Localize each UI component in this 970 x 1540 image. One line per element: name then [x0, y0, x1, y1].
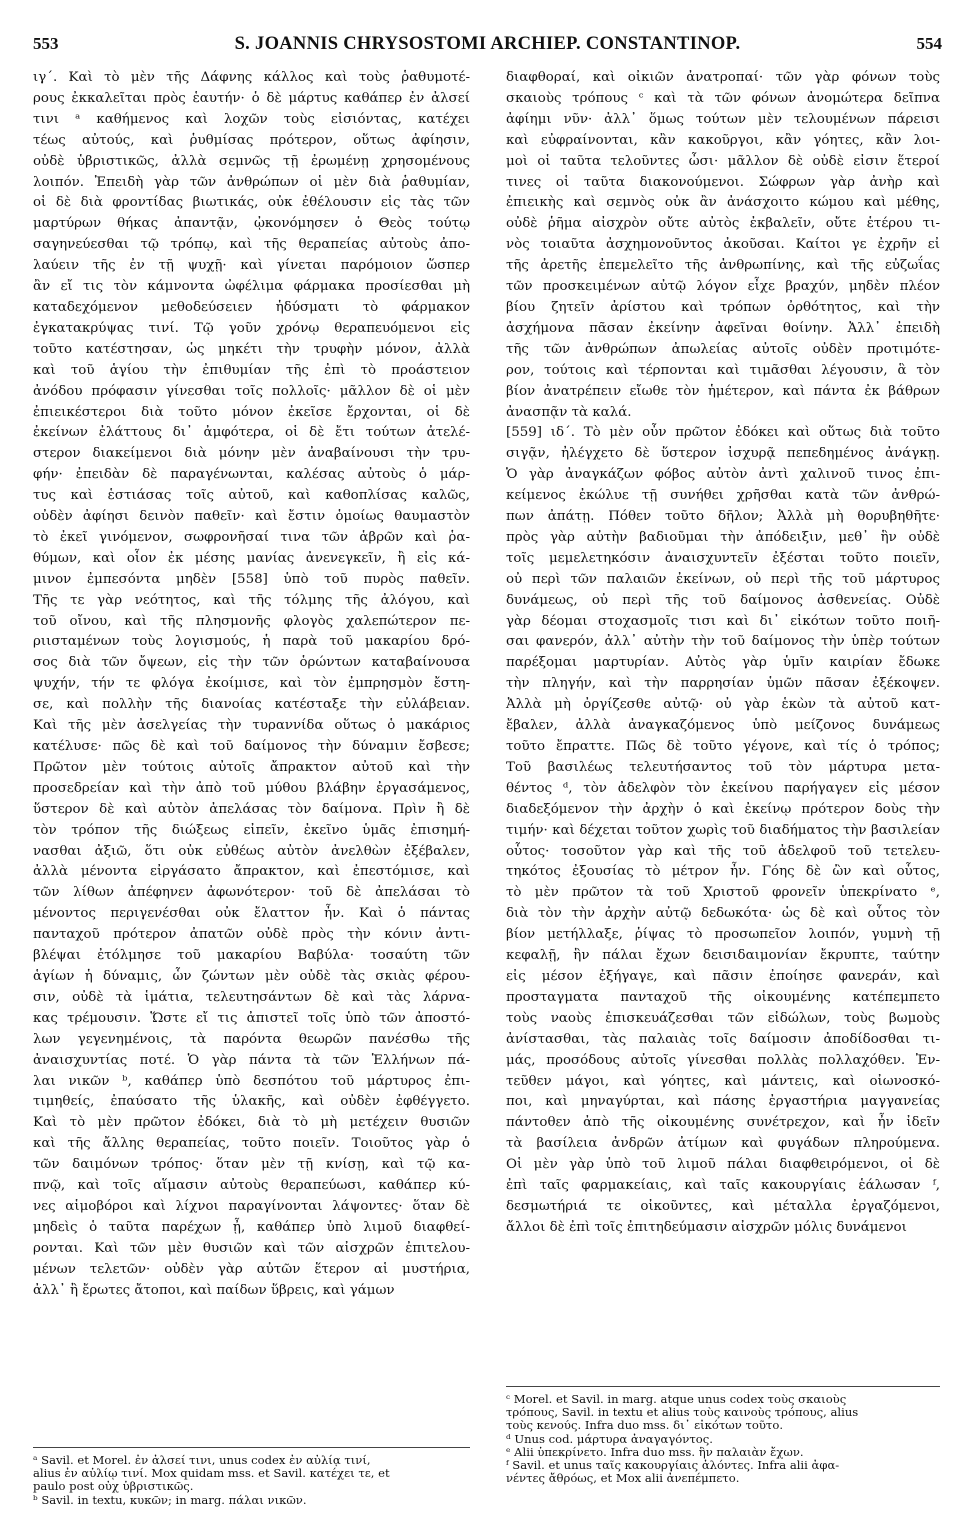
text-line: Καὶ τῆς μὲν ἀσελγείας τὴν τυραννίδα οὕτως ὁ μακάριος	[33, 718, 470, 734]
text-line: φήν· ἐπειδὰν δὲ παραγένωνται, καλέσας αὐτοὺς ὁ μάρ-	[33, 467, 470, 483]
text-line: ἂν εἴ τις τὸν κάμνοντα ὠφέλιμα φάρμακα προσίεσθαι μὴ	[33, 279, 470, 295]
right-text-column	[506, 68, 940, 1239]
text-line: μένων τελετῶν· οὐδὲν γὰρ αὐτῶν ἕτερον αἱ μυστήρια,	[33, 1261, 470, 1277]
text-line: τῆς τῶν ἀνθρώπων ἀπωλείας αὐτοῖς οὐδὲν προτιμότε-	[506, 341, 940, 357]
text-line: λων γεγενημένοις, τὰ παρόντα θεωρῶν πανέσθω τῆς	[33, 1031, 470, 1047]
text-line: ποι, καὶ μηναγύρται, καὶ πάσης ἐργαστήρια μαγγανείας	[506, 1094, 940, 1110]
text-line: ἀφίημι νῦν· ἀλλ᾽ ὅμως τούτων μὲν τελουμένων πάρεισι	[506, 111, 940, 127]
text-line: ἀλλ᾽ ἢ ἔρωτες ἄτοποι, καὶ παίδων ὕβρεις, καὶ γάμων	[33, 1282, 395, 1298]
text-line: πνῷ, καὶ τοῖς αἵμασιν αὐτοὺς θεραπεύωσι, καθάπερ κύ-	[33, 1178, 470, 1194]
footnote-rule	[33, 1447, 470, 1448]
text-line: σκαιοὺς τρόπους ᶜ καὶ τὰ τῶν φόνων ἀνομώτερα δεῖπνα	[506, 90, 940, 106]
text-line: ἀνίστασθαι, τὰς παλαιὰς τοῖς δαίμοσιν ἀποδίδοσθαι τι-	[506, 1031, 940, 1047]
text-line: πάντοθεν ἀπὸ τῆς οἰκουμένης συνέτρεχον, καὶ ἦν ἰδεῖν	[506, 1115, 940, 1131]
text-line: ὕστερον δὲ καὶ αὐτὸν ἀπελάσας τὸν δαίμονα. Πρὶν ἢ δὲ	[33, 801, 470, 817]
text-line: ἀσχήμονα πᾶσαν ἐκείνην ἀφεῖναι θοίνην. Ἀλλ᾽ ἐπειδὴ	[506, 320, 940, 336]
text-line: ἄλλοι δὲ ἐπὶ τοῖς ἐπιτηδεύμασιν αἰσχρῶν μόλις δυνάμενοι	[506, 1219, 907, 1235]
text-line: ἐπὶ ταῖς φαρμακείαις, καὶ ταῖς κακουργίαις ἑάλωσαν ᶠ,	[506, 1178, 940, 1194]
text-line: τὰ βασίλεια ἀνδρῶν ἀτίμων καὶ φυγάδων πληρούμενα.	[506, 1136, 940, 1152]
footnote-line: νέντες ἄθρόως, et Mox alii ἀνεπέμπετο.	[506, 1471, 740, 1486]
text-line: νες αἱμοβόροι καὶ λίχνοι παραγίνονται λάψοντες· ὅταν δὲ	[33, 1198, 470, 1214]
text-line: τιμηθείς, ἐπαύσατο τῆς ὑλακῆς, καὶ οὐδὲν ἐφθέγγετο.	[33, 1094, 470, 1110]
text-line: Οἱ μὲν γὰρ ὑπὸ τοῦ λιμοῦ πάλαι διαφθειρόμενοι, οἱ δὲ	[506, 1157, 940, 1173]
text-line: καὶ τῆς ἄλλης θεραπείας, τοῦτο ποιεῖν. Τοιοῦτος γὰρ ὁ	[33, 1136, 470, 1152]
text-line: διὰ τὸν τὴν ἀρχὴν αὐτῷ δεδωκότα· ὡς δὲ καὶ οὗτος τὸν	[506, 906, 940, 922]
text-line: οὐ περὶ τῶν παλαιῶν ἐκείνων, οὐ περὶ τῆς τοῦ μάρτυρος	[506, 571, 940, 587]
text-line: εἰς μέσον ἐξήγαγε, καὶ πᾶσιν ἐποίησε φανεράν, καὶ	[506, 968, 940, 984]
text-line: μένοντος περιγενέσθαι οὐκ ἔλαττον ἦν. Καὶ ὁ πάντας	[33, 906, 470, 922]
text-line: πανταχοῦ πρότερον ἀπατῶν οὐδὲ πρὸς τὴν κόνιν ἀντι-	[33, 927, 470, 943]
text-line: ρονται. Καὶ τῶν μὲν θυσιῶν καὶ τῶν αἰσχρῶν ἐπιτελου-	[33, 1240, 470, 1256]
text-line: τῶν προσκειμένων αὐτῷ λόγον εἶχε βραχύν, μηδὲν πλέον	[506, 279, 940, 295]
text-line: γὰρ δέομαι στοχασμοῖς τισι καὶ δι᾽ εἰκότων τοῦτο ποιῆ-	[506, 613, 940, 629]
text-line: ἐπιεικὴς καὶ σεμνὸς οὐκ ἂν ἀνάσχοιτο κώμου καὶ μέθης,	[506, 195, 940, 211]
text-line: Τοῦ βασιλέως τελευτήσαντος τοῦ τὸν μάρτυρα μετα-	[506, 759, 940, 775]
text-line: οὗτος· τοσοῦτον γὰρ καὶ τῆς τοῦ ἀδελφοῦ τοῦ τετελευ-	[506, 843, 940, 859]
text-line: οὐδὲ ὑβριστικῶς, ἀλλὰ σεμνῶς τῇ ἐρωμένῃ χρησομένους	[33, 153, 470, 169]
text-line: ἀλλὰ μένοντα εἰργάσατο ἄπρακτον, καὶ ἐπεστόμισε, καὶ	[33, 864, 470, 880]
text-line: νασθαι ἀξιῶ, ὅτι οὐκ εὐθέως αὐτὸν ἀνελθὼν ἐξέβαλεν,	[33, 843, 470, 859]
footnote-line: ᵃ Savil. et Morel. ἐν ἀλσεί τινι, unus codex ἐν αὐλίᾳ τινί,	[33, 1453, 371, 1467]
text-line: ἐπιεικέστεροι διὰ τοῦτο μόνον ἐκεῖσε ἔρχονται, οἱ δὲ	[33, 404, 470, 420]
text-line: σε, καὶ πολλὴν τῆς διανοίας κατέσταξε τὴν εὐλάβειαν.	[33, 697, 470, 713]
footnote-rule	[506, 1386, 940, 1387]
page-number-left: 553	[33, 34, 59, 53]
text-line: ψυχήν, τήν τε φλόγα ἐκοίμισε, καὶ τὸν ἐμπρησμὸν ἔστη-	[33, 676, 470, 692]
text-line: στερον διακείμενοι διὰ μόνην μὲν ἀναβαίνουσι τὴν τρυ-	[33, 446, 470, 462]
left-text-column	[33, 68, 470, 1301]
text-line: σος διὰ τῶν ὄψεων, εἰς τὴν τῶν ὁρώντων καταβαίνουσα	[33, 655, 470, 671]
page-number-right: 554	[916, 34, 942, 53]
footnote-line: ᶜ Morel. et Savil. in marg. atque unus codex τοὺς σκαιοὺς	[506, 1392, 847, 1406]
text-line: τέως αὐτούς, καὶ ῥυθμίσας πρότερον, οὕτως ἀφίησιν,	[33, 132, 470, 148]
text-line: παρέξομαι μαρτυρίαν. Αὐτὸς γὰρ ὑμῖν καιρίαν ἔδωκε	[506, 655, 940, 671]
text-line: τοῖς μεμελετηκόσιν ἀναισχυντεῖν ἐξέσται τοῦτο ποιεῖν,	[506, 550, 940, 566]
footnote-line: alius ἐν αὐλίῳ τινί. Mox quidam mss. et Savil. κατέχει τε, et	[33, 1466, 390, 1481]
text-line: σαι φανερόν, ἀλλ᾽ αὐτὴν τὴν τοῦ δαίμονος τὴν ὑπὲρ τούτων	[506, 634, 940, 650]
text-line: μηδεὶς ὁ ταῦτα παρέχων ᾖ, καθάπερ ὑπὸ λιμοῦ διαφθεί-	[33, 1219, 470, 1235]
text-line: μοὶ οἱ ταῦτα τελοῦντες ὦσι· μᾶλλον δὲ οὐδὲ εἰσιν ἕτεροί	[506, 153, 940, 169]
text-line: δυνάμεως, οὐ περὶ τῆς τοῦ δαίμονος ἀσθενείας. Οὐδὲ	[506, 592, 940, 608]
text-line: διαδεξόμενον τὴν ἀρχὴν ὁ καὶ ἐκείνῳ πρότερον δοὺς τὴν	[506, 801, 940, 817]
running-title: S. JOANNIS CHRYSOSTOMI ARCHIEP. CONSTANTINOP.	[234, 34, 741, 54]
text-line: τηκότος ἐξουσίας τὸ μέτρον ἦν. Γόης δὲ ὢν καὶ οὗτος,	[506, 864, 940, 880]
text-line: καὶ εὐφραίνονται, κἂν κακοῦργοι, κἂν γόητες, κἂν λοι-	[506, 132, 940, 148]
text-line: σιν, οὐδὲ τὰ ἱμάτια, τελευτησάντων δὲ καὶ τὰς λάρνα-	[33, 989, 470, 1005]
text-line: τὸν τρόπον τῆς διώξεως εἰπεῖν, ἐκεῖνο ὑμᾶς ἐπισημή-	[33, 822, 470, 838]
text-line: μαρτύρων θήκας ἀπαντᾷν, ᾠκονόμησεν ὁ Θεὸς τούτῳ	[33, 216, 470, 232]
text-line: θύμων, καὶ οἷον ἐκ μέσης μανίας ἀνενεγκεῖν, ἢ εἰς κά-	[33, 550, 470, 566]
text-line: κεφαλῇ, ἣν πάλαι ἔχων δεισιδαιμονίαν ἔκρυπτε, ταύτην	[506, 948, 940, 964]
text-line: τοῦ οἴνου, καὶ τῆς πλησμονῆς φλογὸς χαλεπώτερον πε-	[33, 613, 470, 629]
text-line: οὐδὲν ἀφίησι δεινὸν παθεῖν· καὶ ἔστιν ὁμοίως θαυμαστὸν	[33, 509, 470, 525]
text-line: ἔβαλεν, ἀλλὰ ἀναγκαζόμενος ὑπὸ μείζονος δυνάμεως	[506, 718, 940, 734]
footnote-line: ᵈ Unus cod. μάρτυρα ἀναγαγόντος.	[506, 1431, 713, 1446]
text-line: τῆς ἀρετῆς ἐπεμελεῖτο τῆς ἀνθρωπίνης, καὶ τῆς εὐζωΐας	[506, 258, 940, 274]
text-line: σαγηνεύεσθαι τῷ τρόπῳ, καὶ τῆς θεραπείας αὐτοὺς ἀπο-	[33, 237, 470, 253]
text-line: τυς καὶ ἑστιάσας τοῖς αὐτοῦ, καὶ καθοπλίσας καλῶς,	[33, 488, 470, 504]
text-line: οἱ δὲ διὰ φροντίδας βιωτικάς, οὐκ ἐθέλουσιν εἰς τὰς τῶν	[33, 195, 470, 211]
text-line: τῶν λίθων ἀπέφηνεν ἀφωνότερον· τοῦ δὲ ἀπελάσαι τὸ	[33, 885, 470, 901]
text-line: προσεδρείαν καὶ τὴν ἀπὸ τοῦ μύθου βλάβην ἐργασάμενος,	[33, 780, 470, 796]
text-line: ἀνασπᾷν τὰ καλά.	[506, 404, 632, 420]
text-line: νὸς τοιαῦτα ἀσχημονοῦντος ἀκοῦσαι. Καίτοι γε ἐχρῆν εἰ	[506, 237, 940, 253]
text-line: κας τρέμουσιν. Ὥστε εἴ τις ἀπιστεῖ τοῖς ὑπὸ τῶν ἀποστό-	[33, 1010, 470, 1026]
text-line: ριισταμένων τοὺς λογισμούς, ἡ παρὰ τοῦ μακαρίου δρό-	[33, 634, 470, 650]
text-line: [559] ιδ΄. Τὸ μὲν οὖν πρῶτον ἐδόκει καὶ οὕτως διὰ τοῦτο	[506, 425, 940, 441]
text-line: Πρῶτον μὲν τούτοις αὐτοῖς ἄπρακτον αὐτοῦ καὶ τὴν	[33, 759, 470, 775]
page-header	[33, 34, 942, 64]
text-line: ιγ΄. Καὶ τὸ μὲν τῆς Δάφνης κάλλος καὶ τοὺς ῥαθυμοτέ-	[33, 70, 470, 85]
left-footnotes	[33, 1447, 470, 1507]
text-line: λαύειν τῆς ἐν τῇ ψυχῇ· καὶ γίνεται παρόμοιον ὥσπερ	[33, 258, 470, 274]
text-line: Τῆς τε γὰρ νεότητος, καὶ τῆς τόλμης τῆς ἀλόγου, καὶ	[33, 592, 470, 608]
text-line: Ἀλλὰ μὴ ὀργίζεσθε αὐτῷ· οὐ γὰρ ἑκὼν τὰ αὐτοῦ κατ-	[506, 697, 940, 713]
right-footnotes	[506, 1386, 940, 1485]
footnote-line: ᵇ Savil. in textu, κυκῶν; in marg. πάλαι νικῶν.	[33, 1492, 307, 1507]
text-line: τὸ μὲν πρῶτον τὰ τοῦ Χριστοῦ φρονεῖν ὑπεκρίνατο ᵉ,	[506, 885, 940, 901]
footnote-line: ᶠ Savil. et unus ταῖς κακουργίαις ἁλόντες. Infra alii ἀφα-	[506, 1458, 840, 1473]
text-line: λαι νικῶν ᵇ, καθάπερ ὑπὸ δεσπότου τοῦ μάρτυρος ἐπι-	[33, 1073, 470, 1089]
footnote-line: paulo post οὐχ ὑβριστικῶς.	[33, 1479, 194, 1494]
text-line: μινον ἐμπεσόντα μηδὲν [558] ὑπὸ τοῦ πυρὸς παθεῖν.	[33, 571, 470, 587]
text-line: καταδεχόμενον μεθοδεύσειεν ἡδύσματι τὸ φάρμακον	[33, 299, 470, 315]
text-line: προσταγματα πανταχοῦ τῆς οἰκουμένης κατέπεμπετο	[506, 989, 940, 1005]
text-line: Ὁ γὰρ ἀναγκάζων φόβος αὐτὸν ἀντὶ χαλινοῦ τινος ἐπι-	[506, 467, 940, 483]
text-line: θέντος ᵈ, τὸν ἀδελφὸν τὸν ἐκείνου παρήγαγεν εἰς μέσον	[506, 780, 940, 796]
text-line: πων ἀπάτῃ. Πόθεν τοῦτο δῆλον; Ἀλλὰ μὴ θορυβηθῆτε·	[506, 509, 940, 525]
text-line: τινες οἱ ταῦτα διακονούμενοι. Σώφρων γὰρ ἀνὴρ καὶ	[506, 174, 940, 190]
text-line: τοῦτο ἔπραττε. Πῶς δὲ τοῦτο γέγονε, καὶ τίς ὁ τρόπος;	[506, 739, 940, 754]
text-line: τὸ ἐκεῖ γινόμενον, σωφρονῆσαί τινα τῶν ἁβρῶν καὶ ῥα-	[33, 529, 470, 545]
footnote-line: τρόπους, Savil. in textu et alius τοὺς καινοὺς τρόπους, alius	[506, 1405, 859, 1420]
footnote-line: τοὺς κενούς. Infra duo mss. δι᾽ εἰκότων τοῦτο.	[506, 1418, 784, 1433]
text-line: οὐδὲ ῥῆμα αἰσχρὸν οὔτε αὐτὸς ἐκβαλεῖν, οὔτε ἑτέρου τι-	[506, 216, 940, 232]
text-line: ἀνόδου πρόφασιν γίνεσθαι τοῖς πολλοῖς· μᾶλλον δὲ οἱ μὲν	[33, 383, 470, 399]
footnote-line: ᵉ Alii ὑπεκρίνετο. Infra duo mss. ἣν παλαιὰν ἔχων.	[506, 1444, 804, 1459]
text-line: κείμενος ἐκώλυε τῇ συνήθει χρῆσθαι κατὰ τῶν ἀνθρώ-	[506, 488, 940, 504]
text-line: τῶν δαιμόνων τρόπος· ὅταν μὲν τῇ κνίσῃ, καὶ τῷ κα-	[33, 1157, 470, 1173]
text-line: τιμήν· καὶ δέχεται τοῦτον χωρὶς τοῦ διαδήματος τὴν βασιλείαν	[506, 822, 940, 838]
text-line: τεῦθεν μάγοι, καὶ γόητες, καὶ μάντεις, καὶ οἰωνοσκό-	[506, 1073, 940, 1089]
text-line: βίον ἀνατρέπειν εἴωθε τὸν ἡμέτερον, καὶ πάντα ἐκ βάθρων	[506, 383, 940, 399]
text-line: καὶ τοῦ ἁγίου τὴν ἐπιθυμίαν τῆς ἐπὶ τὸ προάστειον	[33, 362, 470, 378]
text-line: βίον μετήλλαξε, ῥίψας τὸ προσωπεῖον λοιπόν, γυμνὴ τῇ	[506, 927, 940, 943]
text-line: τοὺς ναοὺς ἐπισκευάζεσθαι τῶν εἰδώλων, τοὺς βωμοὺς	[506, 1010, 940, 1026]
text-line: δεσμωτήριά τε οἰκοῦντες, καὶ μέταλλα ἐργαζόμενοι,	[506, 1198, 940, 1214]
text-line: διαφθοραί, καὶ οἰκιῶν ἀνατροπαί· τῶν γὰρ φόνων τοὺς	[506, 70, 940, 85]
text-line: μάς, προσόδους αὐτοῖς γίνεσθαι πολλὰς πολλαχόθεν. Ἐν-	[506, 1052, 940, 1068]
text-line: ἐγκατακρύψας τινί. Τῷ γοῦν χρόνῳ θεραπευόμενοι εἰς	[33, 320, 470, 336]
text-line: τινι ᵃ καθήμενος καὶ λοχῶν τοὺς εἰσιόντας, κατέχει	[33, 111, 470, 127]
text-line: ἁγίων ἡ δύναμις, ὧν ζώντων μὲν οὐδὲ τὰς σκιὰς φέρου-	[33, 968, 470, 984]
text-line: τοῦτο κατέστησαν, ὡς μηκέτι τὴν τρυφὴν μόνον, ἀλλὰ	[33, 341, 470, 357]
text-line: σιγᾷν, ἠλέγχετο δὲ ὕστερον ἰσχυρᾷ πεπεδημένος ἀνάγκῃ.	[506, 446, 940, 462]
text-line: ἐκείνων ἐλάττους δι᾽ ἀμφότερα, οἱ δὲ ἔτι τούτων ἀτελέ-	[33, 425, 470, 441]
text-line: ἀναισχυντίας ποτέ. Ὁ γὰρ πάντα τὰ τῶν Ἑλλήνων πά-	[33, 1052, 470, 1068]
text-line: λοιπόν. Ἐπειδὴ γὰρ τῶν ἀνθρώπων οἱ μὲν διὰ ῥαθυμίαν,	[33, 174, 470, 190]
text-line: Καὶ τὸ μὲν πρῶτον ἐδόκει, διὰ τὸ μὴ μετέχειν θυσιῶν	[33, 1115, 470, 1131]
text-line: βλέψαι ἐτόλμησε τοῦ μακαρίου Βαβύλα· τοσαύτη τῶν	[33, 948, 470, 964]
text-line: τὴν πληγήν, καὶ τὴν παρρησίαν ὑμῶν πᾶσαν ἐξέκοψεν.	[506, 676, 940, 692]
text-line: πρὸς γὰρ αὐτὴν βαδιοῦμαι τὴν ἀπόδειξιν, μεθ᾽ ἣν οὐδὲ	[506, 529, 940, 545]
text-line: ρον, τούτοις καὶ τέρπονται καὶ τιμᾶσθαι λέγουσιν, ἃ τὸν	[506, 362, 940, 378]
text-line: κατέλυσε· πῶς δὲ καὶ τοῦ δαίμονος τὴν δύναμιν ἔσβεσε;	[33, 739, 470, 754]
text-line: βίου ζητεῖν ἀρίστου καὶ τρόπων ὀρθότητος, καὶ τὴν	[506, 299, 940, 315]
text-line: ρους ἐκκαλεῖται πρὸς ἑαυτήν· ὁ δὲ μάρτυς καθάπερ ἐν ἀλσεί	[33, 90, 470, 106]
